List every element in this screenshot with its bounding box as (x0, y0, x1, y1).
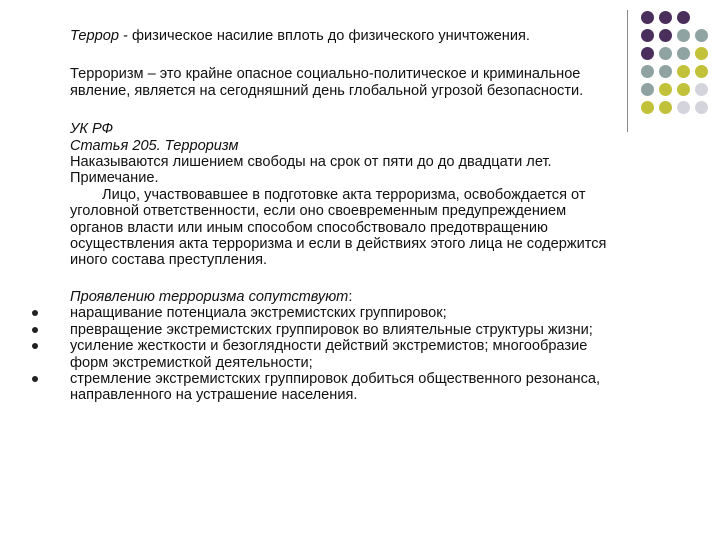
bullet-icon (32, 376, 38, 382)
decorative-dot (695, 65, 708, 78)
decorative-dot-grid (641, 11, 709, 115)
decorative-dot (659, 47, 672, 60)
terrorism-definition-text: – это крайне опасное социально-политическое и криминальное явление, является на сегодняшний день глобальной угрозой безопасности. (70, 66, 584, 99)
decorative-dot (695, 101, 708, 114)
terror-definition-text: - физическое насилие вплоть до физического уничтожения. (119, 28, 530, 44)
decorative-dot (659, 65, 672, 78)
criminal-code-section (70, 121, 610, 269)
accompaniment-heading-line (70, 289, 610, 305)
bullet-icon (32, 327, 38, 333)
decorative-dot (641, 101, 654, 114)
decorative-dot (641, 47, 654, 60)
decorative-dot (695, 83, 708, 96)
note-label: Примечание. (70, 170, 159, 187)
article-title: Статья 205. Терроризм (70, 137, 239, 154)
note-text (70, 187, 610, 269)
slide-content (70, 28, 610, 404)
list-item (70, 322, 610, 338)
decorative-dot (641, 83, 654, 96)
decorative-dot (641, 65, 654, 78)
article-punishment: Наказываются лишением свободы на срок от пяти до до двадцати лет. (70, 154, 552, 171)
note-text-body: Лицо, участвовавшее в подготовке акта терроризма, освобождается от уголовной ответственности, если оно своевременным предупреждением органов власти или иным способом способствовало предотвращению осуществления акта терроризма и если в действиях этого лица не содержится иного состава преступления. (70, 186, 607, 269)
decorative-dot (677, 29, 690, 42)
decorative-dot (677, 101, 690, 114)
decorative-dot (641, 29, 654, 42)
bullet-icon (32, 310, 38, 316)
accompaniment-section (70, 289, 610, 404)
decorative-dot (659, 101, 672, 114)
list-item-text: стремление экстремистских группировок добиться общественного резонанса, направленного на устрашение населения. (70, 370, 601, 404)
decorative-dot (677, 11, 690, 24)
decorative-dot (695, 11, 708, 24)
terrorism-definition (70, 66, 610, 99)
terror-term: Террор (70, 28, 120, 44)
list-item-text: наращивание потенциала экстремистских группировок; (70, 305, 447, 322)
terrorism-term: Терроризм (70, 66, 144, 83)
decorative-dot (695, 29, 708, 42)
decorative-dot (659, 29, 672, 42)
accompaniment-list (70, 305, 610, 403)
decorative-dot (677, 83, 690, 96)
terror-definition (70, 28, 610, 44)
list-item (70, 338, 610, 371)
decorative-dot (677, 47, 690, 60)
decorative-dot (641, 11, 654, 24)
list-item-text: превращение экстремистских группировок во влиятельные структуры жизни; (70, 321, 593, 338)
criminal-code-title: УК РФ (70, 121, 114, 138)
decorative-divider-line (627, 10, 628, 132)
accompaniment-heading-colon: : (348, 288, 353, 305)
decorative-dot (677, 65, 690, 78)
decorative-dot (659, 11, 672, 24)
list-item (70, 305, 610, 321)
decorative-dot (659, 83, 672, 96)
bullet-icon (32, 343, 38, 349)
list-item-text: усиление жесткости и безоглядности действий экстремистов; многообразие форм экстремисткой деятельности; (70, 338, 588, 371)
decorative-dot (695, 47, 708, 60)
list-item (70, 371, 610, 404)
accompaniment-heading: Проявлению терроризма сопутствуют (70, 288, 349, 305)
